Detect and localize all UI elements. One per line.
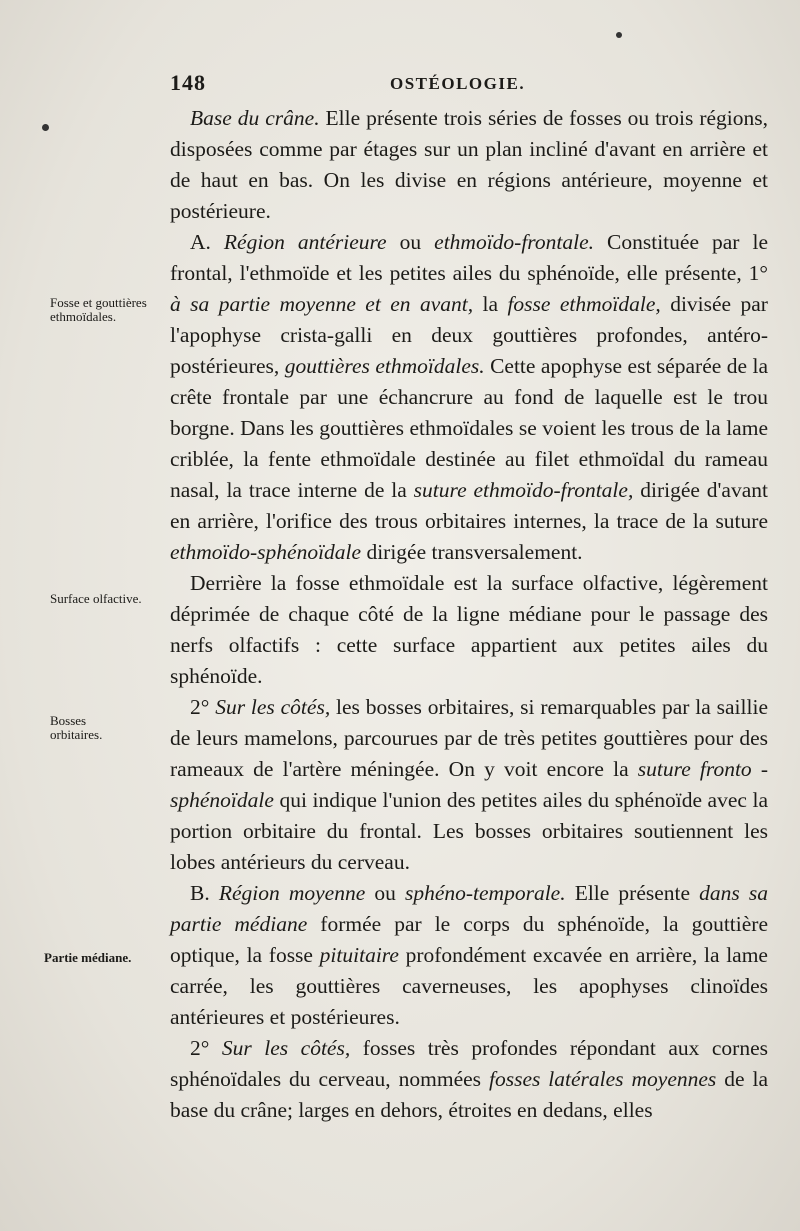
paragraph-text: Elle présente trois séries de fosses ou trois régions, disposées comme par étages sur un plan incliné d'avant en arrière et de haut en bas. On les divise en régions antérieure, moyenne et postérieure. bbox=[170, 106, 768, 223]
text-run: dirigée transversalement. bbox=[361, 540, 583, 564]
italic-run: Région antérieure bbox=[223, 230, 387, 254]
italic-run: Sur les côtés, bbox=[221, 1036, 351, 1060]
text-run: Elle présente bbox=[565, 881, 700, 905]
italic-run: Région moyenne bbox=[218, 881, 366, 905]
text-run: qui indique l'union des petites ailes du sphénoïde avec la portion orbitaire du frontal. Les bosses orbitaires soutiennent les lobes antérieurs du cerveau. bbox=[170, 788, 768, 874]
italic-run: fosses latérales moyennes bbox=[488, 1067, 717, 1091]
margin-note-fosse: Fosse et gouttières ethmoïdales. bbox=[50, 295, 147, 324]
italic-run: Sur les côtés, bbox=[215, 695, 331, 719]
text-run: Constituée par le frontal, l'ethmoïde et les petites ailes du sphénoïde, elle présente, 1° bbox=[170, 230, 768, 285]
margin-note-bosses: Bosses orbitaires. bbox=[50, 713, 103, 742]
section-lead: Base du crâne. bbox=[190, 106, 320, 130]
margin-note-partie: Partie médiane. bbox=[44, 950, 132, 965]
italic-run: suture fronto - sphénoïdale bbox=[170, 757, 768, 812]
paragraph bbox=[170, 568, 768, 692]
italic-run: à sa partie moyenne et en avant, bbox=[170, 292, 474, 316]
text-run: profondément excavée en arrière, la lame carrée, les gouttières caverneuses, les apophyses clinoïdes antérieures et postérieures. bbox=[170, 943, 768, 1029]
text-run: divisée par l'apophyse crista-galli en deux gouttières profondes, antéro-postérieures, bbox=[170, 292, 768, 378]
running-head: OSTÉOLOGIE. bbox=[390, 74, 526, 93]
text-run: Cette apophyse est séparée de la crête frontale par une échancrure au fond de laquelle est le trou borgne. Dans les gouttières ethmoïdales se voient les trous de la lame criblée, la fente ethmoïdale destinée au filet ethmoïdal du rameau nasal, la trace interne de la bbox=[170, 354, 768, 502]
italic-run: pituitaire bbox=[319, 943, 399, 967]
text-run: les bosses orbitaires, si remarquables par la saillie de leurs mamelons, parcourues par de très petites gouttières pour des rameaux de l'artère méningée. On y voit encore la bbox=[170, 695, 768, 781]
paragraph bbox=[170, 878, 768, 1033]
page-number: 148 bbox=[170, 70, 206, 95]
text-run: ou bbox=[386, 230, 435, 254]
italic-run: ethmoïdo-frontale. bbox=[434, 230, 594, 254]
text-run: formée par le corps du sphénoïde, la gouttière optique, la fosse bbox=[170, 912, 768, 967]
paragraph bbox=[170, 227, 768, 568]
paragraph bbox=[170, 692, 768, 878]
ink-speck bbox=[616, 32, 622, 38]
text-run: B. bbox=[190, 881, 219, 905]
text-run: 2° bbox=[190, 695, 216, 719]
text-run: 2° bbox=[190, 1036, 222, 1060]
page-header bbox=[170, 70, 770, 98]
italic-run: dans sa partie médiane bbox=[170, 881, 769, 936]
body-text bbox=[170, 103, 768, 1126]
paragraph bbox=[170, 1033, 768, 1126]
italic-run: sphéno-temporale. bbox=[404, 881, 566, 905]
italic-run: fosse ethmoïdale, bbox=[507, 292, 661, 316]
paragraph bbox=[170, 103, 768, 227]
text-run: fosses très profondes répondant aux cornes sphénoïdales du cerveau, nommées bbox=[170, 1036, 769, 1091]
text-run: dirigée d'avant en arrière, l'orifice des trous orbitaires internes, la trace de la suture bbox=[170, 478, 768, 533]
margin-note-surface: Surface olfactive. bbox=[50, 591, 142, 606]
italic-run: ethmoïdo-sphénoïdale bbox=[170, 540, 362, 564]
ink-speck bbox=[42, 124, 49, 131]
italic-run: gouttières ethmoïdales. bbox=[284, 354, 485, 378]
text-run: ou bbox=[365, 881, 405, 905]
text-run: A. bbox=[190, 230, 224, 254]
text-run: de la base du crâne; larges en dehors, étroites en dedans, elles bbox=[170, 1067, 768, 1122]
text-run: Derrière la fosse ethmoïdale est la surface olfactive, légèrement déprimée de chaque côté de la ligne médiane pour le passage des nerfs olfactifs : cette surface appartient aux petites ailes du sphénoïde. bbox=[170, 571, 768, 688]
italic-run: suture ethmoïdo-frontale, bbox=[413, 478, 634, 502]
text-run: la bbox=[473, 292, 508, 316]
